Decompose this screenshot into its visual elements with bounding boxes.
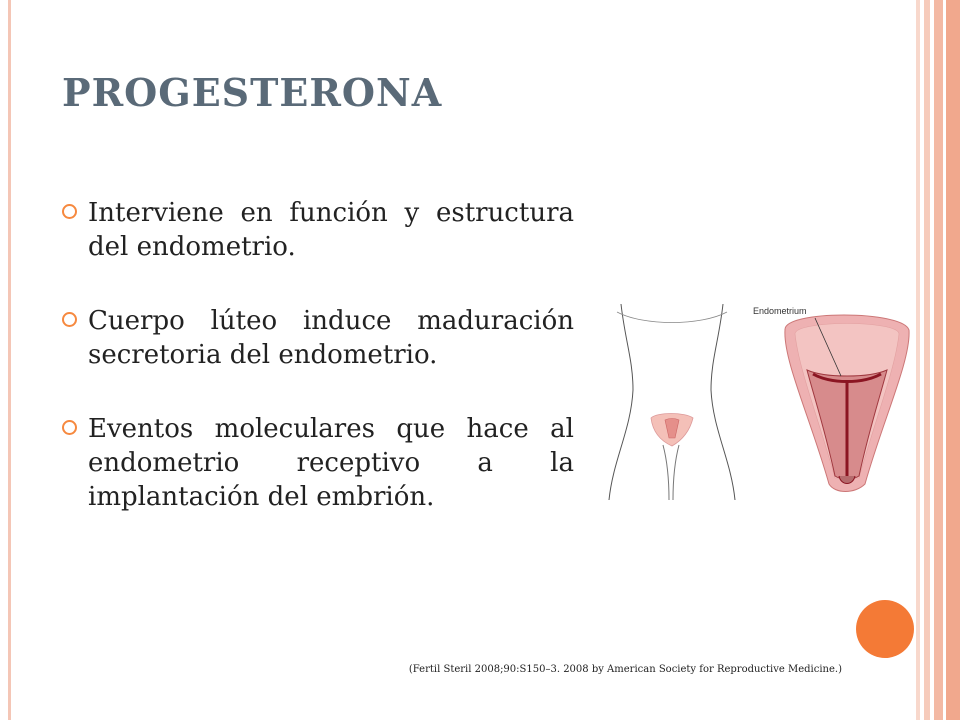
uterus-anatomy-figure — [603, 300, 915, 500]
uterus-cross-section — [753, 306, 909, 492]
citation: (Fertil Steril 2008;90:S150–3. 2008 by American Society for Reproductive Medicine.) — [408, 664, 842, 675]
orange-circle-decoration — [856, 600, 914, 658]
figure-label: Endometrium — [753, 306, 807, 316]
right-stripes-decoration — [916, 0, 960, 720]
bullet-circle-icon — [62, 204, 77, 219]
bullet-text: Eventos moleculares que hace al endometrio receptivo a la implantación del embrión. — [88, 414, 574, 512]
bullet-item — [62, 196, 574, 264]
body-silhouette — [609, 304, 735, 500]
bullet-item — [62, 412, 574, 514]
slide-title: PROGESTERONA — [62, 70, 443, 115]
left-border-decoration — [8, 0, 11, 720]
bullet-text: Interviene en función y estructura del endometrio. — [88, 198, 574, 262]
bullet-circle-icon — [62, 420, 77, 435]
anatomy-illustration — [603, 300, 915, 500]
bullet-list — [62, 196, 574, 554]
stripe — [934, 0, 943, 720]
bullet-text: Cuerpo lúteo induce maduración secretoria del endometrio. — [88, 306, 574, 370]
stripe — [924, 0, 930, 720]
stripe — [916, 0, 920, 720]
stripe — [946, 0, 960, 720]
bullet-circle-icon — [62, 312, 77, 327]
bullet-item — [62, 304, 574, 372]
